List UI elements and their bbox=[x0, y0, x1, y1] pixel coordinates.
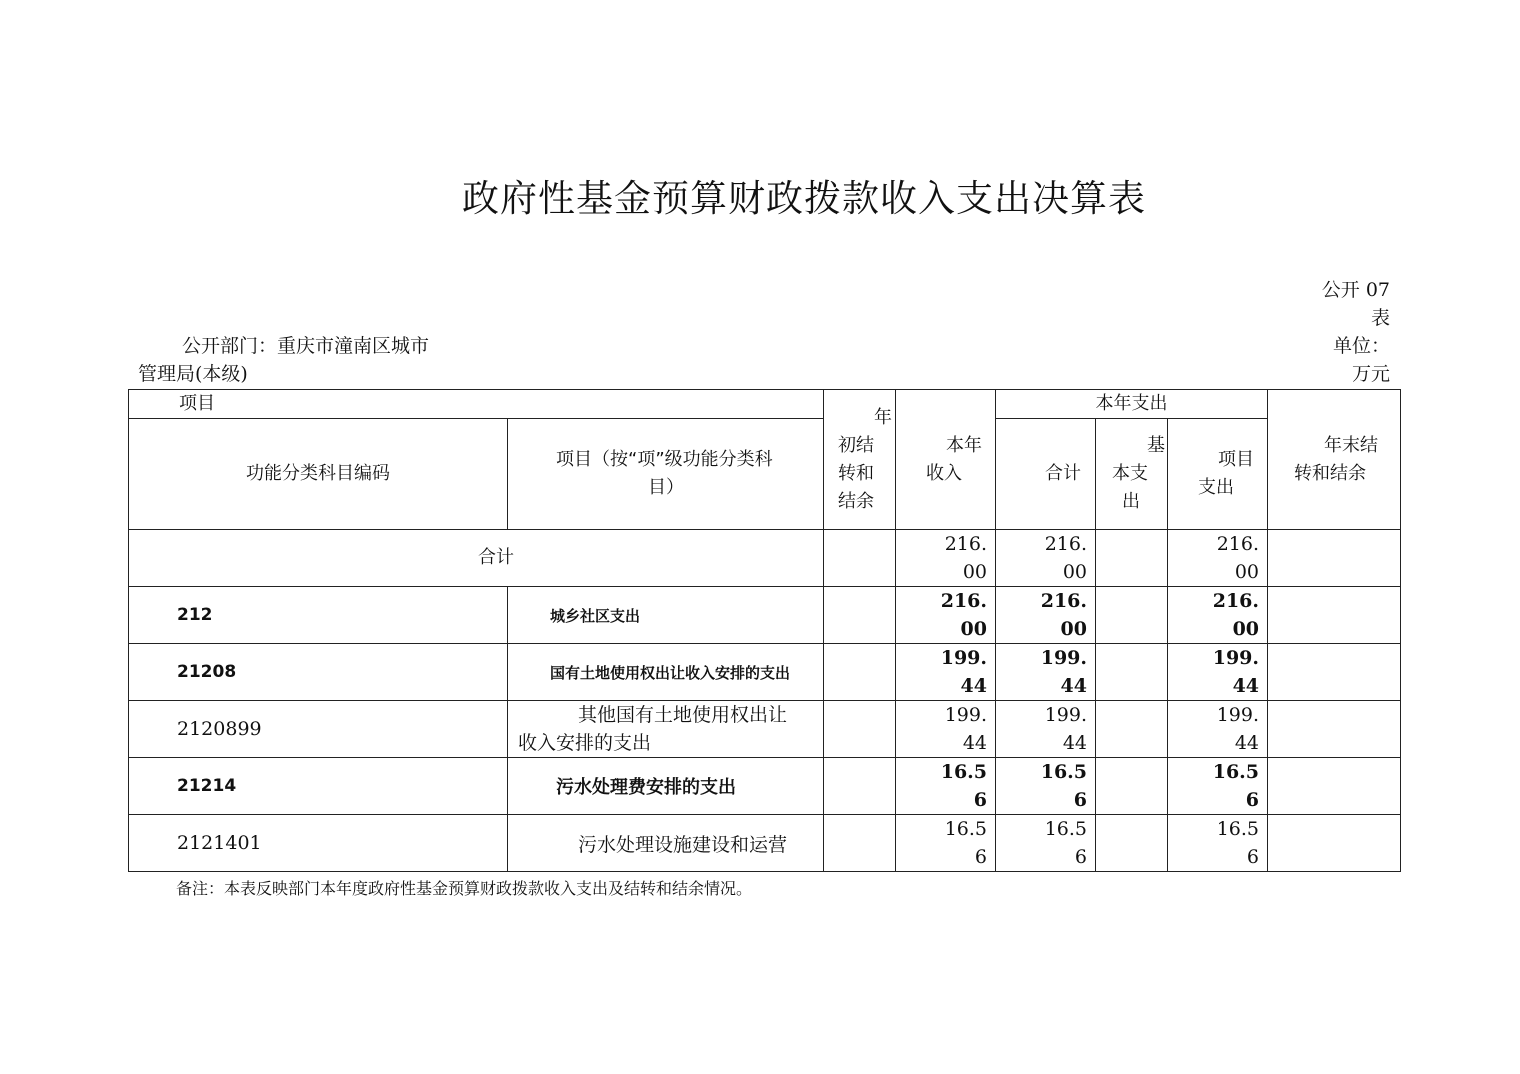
header-item: 项目 bbox=[129, 390, 824, 419]
header-project-line-2: 支出 bbox=[1198, 477, 1234, 498]
footnote: 备注：本表反映部门本年度政府性基金预算财政拨款收入支出及结转和结余情况。 bbox=[176, 879, 753, 898]
header-basic-line-1: 基 bbox=[1147, 435, 1165, 456]
income-value-2: 6 bbox=[973, 789, 987, 811]
item-name: 污水处理费安排的支出 bbox=[508, 758, 824, 815]
department-line-1: 公开部门：重庆市潼南区城市 bbox=[182, 335, 430, 357]
header-year-expense: 本年支出 bbox=[996, 390, 1268, 419]
function-code: 21208 bbox=[129, 644, 508, 701]
income-value-1: 199. bbox=[940, 647, 987, 669]
department-line-2: 管理局(本级) bbox=[138, 363, 248, 385]
income-cell bbox=[896, 644, 996, 701]
project-expense-cell bbox=[1168, 758, 1268, 815]
header-row-1 bbox=[129, 390, 1401, 419]
income-cell bbox=[896, 587, 996, 644]
total-value-1: 199. bbox=[1044, 704, 1087, 726]
total-value-1: 16.5 bbox=[1040, 761, 1087, 783]
header-function-code: 功能分类科目编码 bbox=[129, 419, 508, 530]
total-value-2: 44 bbox=[1062, 732, 1087, 754]
income-value-1: 16.5 bbox=[940, 761, 987, 783]
project-expense-cell bbox=[1168, 701, 1268, 758]
end-balance-cell bbox=[1268, 530, 1401, 587]
header-begin-balance bbox=[824, 390, 896, 530]
header-item-name-line-2: 目） bbox=[648, 477, 684, 498]
end-balance-cell bbox=[1268, 587, 1401, 644]
end-balance-cell bbox=[1268, 815, 1401, 872]
total-value-2: 6 bbox=[1074, 846, 1087, 868]
item-name: 城乡社区支出 bbox=[508, 587, 824, 644]
begin-balance-cell bbox=[824, 758, 896, 815]
project-value-2: 44 bbox=[1232, 675, 1260, 697]
end-balance-cell bbox=[1268, 701, 1401, 758]
total-expense-cell bbox=[996, 587, 1096, 644]
total-value-2: 44 bbox=[1060, 675, 1087, 697]
unit-line-1: 单位： bbox=[1332, 335, 1390, 357]
total-value-2: 6 bbox=[1073, 789, 1087, 811]
form-number-line-1: 公开 07 bbox=[1321, 279, 1390, 301]
project-value-2: 6 bbox=[1246, 846, 1260, 868]
total-value-2: 00 bbox=[1060, 618, 1087, 640]
header-begin-line-1: 年 bbox=[874, 406, 892, 428]
header-begin-line-4: 结余 bbox=[838, 490, 874, 512]
total-value-1: 216. bbox=[1044, 533, 1087, 555]
header-project-line-1: 项目 bbox=[1218, 449, 1254, 470]
basic-expense-cell bbox=[1096, 644, 1168, 701]
table-row bbox=[129, 587, 1401, 644]
project-value-2: 44 bbox=[1234, 732, 1260, 754]
begin-balance-cell bbox=[824, 587, 896, 644]
project-value-2: 00 bbox=[1232, 618, 1260, 640]
project-value-1: 199. bbox=[1216, 704, 1260, 726]
income-value-2: 6 bbox=[974, 846, 987, 868]
form-number-line-2: 表 bbox=[1370, 307, 1390, 329]
begin-balance-cell bbox=[824, 815, 896, 872]
project-value-2: 6 bbox=[1245, 789, 1260, 811]
project-value-1: 199. bbox=[1212, 647, 1260, 669]
project-expense-cell bbox=[1168, 530, 1268, 587]
page-title: 政府性基金预算财政拨款收入支出决算表 bbox=[462, 177, 1146, 220]
table-row bbox=[129, 701, 1401, 758]
header-total: 合计 bbox=[996, 419, 1096, 530]
total-expense-cell bbox=[996, 701, 1096, 758]
project-expense-cell bbox=[1168, 587, 1268, 644]
table-row bbox=[129, 815, 1401, 872]
total-value-1: 216. bbox=[1040, 590, 1087, 612]
total-expense-cell bbox=[996, 530, 1096, 587]
project-value-1: 16.5 bbox=[1216, 818, 1260, 840]
begin-balance-cell bbox=[824, 530, 896, 587]
income-cell bbox=[896, 815, 996, 872]
end-balance-cell bbox=[1268, 758, 1401, 815]
income-value-2: 44 bbox=[962, 732, 987, 754]
income-cell bbox=[896, 530, 996, 587]
income-value-1: 16.5 bbox=[944, 818, 987, 840]
header-income-line-2: 收入 bbox=[926, 462, 962, 484]
header-begin-line-3: 转和 bbox=[838, 462, 874, 484]
income-cell bbox=[896, 701, 996, 758]
income-value-2: 00 bbox=[962, 561, 987, 583]
function-code: 212 bbox=[129, 587, 508, 644]
header-basic-line-2: 本支 bbox=[1112, 463, 1148, 484]
item-name-line-2: 收入安排的支出 bbox=[518, 732, 652, 754]
income-value-2: 44 bbox=[960, 675, 987, 697]
basic-expense-cell bbox=[1096, 587, 1168, 644]
header-item-name-line-1: 项目（按“项”级功能分类科 bbox=[556, 449, 773, 470]
begin-balance-cell bbox=[824, 701, 896, 758]
begin-balance-cell bbox=[824, 644, 896, 701]
total-label: 合计 bbox=[129, 530, 824, 587]
header-basic-expense bbox=[1096, 419, 1168, 530]
total-expense-cell bbox=[996, 644, 1096, 701]
item-name-line-1: 其他国有土地使用权出让 bbox=[578, 704, 788, 726]
project-expense-cell bbox=[1168, 815, 1268, 872]
table-row bbox=[129, 758, 1401, 815]
project-value-2: 00 bbox=[1234, 561, 1260, 583]
total-expense-cell bbox=[996, 815, 1096, 872]
header-year-income bbox=[896, 390, 996, 530]
end-balance-cell bbox=[1268, 644, 1401, 701]
function-code: 21214 bbox=[129, 758, 508, 815]
income-cell bbox=[896, 758, 996, 815]
income-value-1: 199. bbox=[944, 704, 987, 726]
item-name bbox=[508, 701, 824, 758]
header-begin-line-2: 初结 bbox=[838, 434, 874, 456]
income-value-1: 216. bbox=[940, 590, 987, 612]
header-end-balance bbox=[1268, 390, 1401, 530]
table-row bbox=[129, 530, 1401, 587]
item-name: 污水处理设施建设和运营 bbox=[508, 815, 824, 872]
basic-expense-cell bbox=[1096, 701, 1168, 758]
basic-expense-cell bbox=[1096, 530, 1168, 587]
basic-expense-cell bbox=[1096, 815, 1168, 872]
project-value-1: 16.5 bbox=[1212, 761, 1260, 783]
total-expense-cell bbox=[996, 758, 1096, 815]
total-value-1: 199. bbox=[1040, 647, 1087, 669]
income-value-2: 00 bbox=[960, 618, 987, 640]
header-project-expense bbox=[1168, 419, 1268, 530]
basic-expense-cell bbox=[1096, 758, 1168, 815]
income-value-1: 216. bbox=[944, 533, 987, 555]
project-expense-cell bbox=[1168, 644, 1268, 701]
total-value-1: 16.5 bbox=[1044, 818, 1087, 840]
header-row-2 bbox=[129, 419, 1401, 530]
header-income-line-1: 本年 bbox=[946, 434, 982, 456]
department-label bbox=[138, 332, 478, 388]
header-end-line-2: 转和结余 bbox=[1294, 462, 1367, 484]
budget-table bbox=[128, 389, 1401, 872]
header-end-line-1: 年末结 bbox=[1324, 434, 1379, 456]
project-value-1: 216. bbox=[1216, 533, 1260, 555]
unit-label bbox=[1240, 332, 1390, 388]
form-number bbox=[1240, 276, 1390, 332]
function-code: 2121401 bbox=[129, 815, 508, 872]
project-value-1: 216. bbox=[1212, 590, 1260, 612]
header-basic-line-3: 出 bbox=[1122, 491, 1140, 512]
table-row bbox=[129, 644, 1401, 701]
header-item-name bbox=[508, 419, 824, 530]
item-name: 国有土地使用权出让收入安排的支出 bbox=[508, 644, 824, 701]
unit-line-2: 万元 bbox=[1351, 363, 1390, 385]
total-value-2: 00 bbox=[1062, 561, 1087, 583]
function-code: 2120899 bbox=[129, 701, 508, 758]
